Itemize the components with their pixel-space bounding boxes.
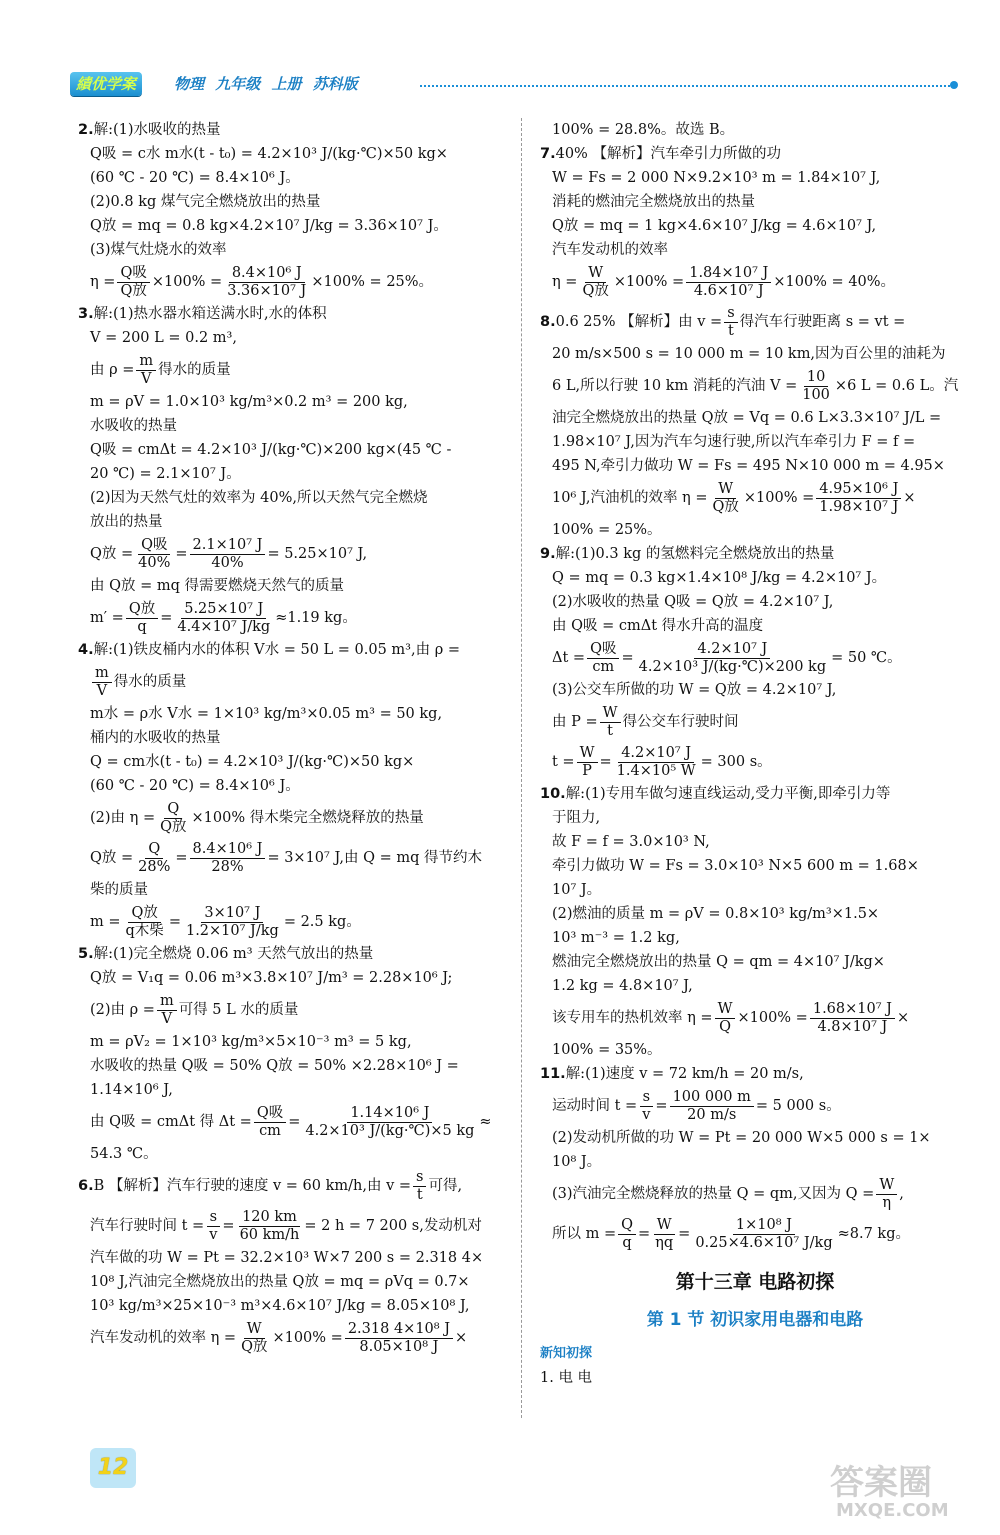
eq-text: ×100% = bbox=[737, 1010, 808, 1026]
q5-line bbox=[78, 942, 508, 966]
fraction bbox=[302, 1105, 477, 1140]
fraction bbox=[254, 1105, 286, 1140]
q6-equation bbox=[78, 1206, 508, 1246]
eq-text: t = bbox=[552, 754, 575, 770]
q7-equation bbox=[540, 262, 970, 302]
numerator: s bbox=[724, 305, 737, 323]
denominator: 40% bbox=[211, 554, 244, 571]
q5-text: 解:(1)完全燃烧 0.06 m³ 天然气放出的热量 bbox=[93, 946, 374, 962]
denominator: V bbox=[161, 1010, 173, 1027]
fraction bbox=[413, 1169, 426, 1204]
numerator: 120 km bbox=[239, 1209, 300, 1227]
numerator: W bbox=[600, 705, 621, 723]
eq-text: = 2 h = 7 200 s,发动机对 bbox=[304, 1218, 482, 1234]
numerator: 2.1×10⁷ J bbox=[190, 537, 266, 555]
q8-line: 20 m/s×500 s = 10 000 m = 10 km,因为百公里的油耗为 bbox=[552, 346, 946, 362]
denominator: q bbox=[622, 1234, 632, 1251]
eq-text: × bbox=[903, 490, 916, 506]
eq-text: ×100% = 40%。 bbox=[773, 274, 896, 290]
chapter-title: 第十三章 电路初探 bbox=[675, 1271, 835, 1293]
eq-text: (2)由 ρ = bbox=[90, 1002, 155, 1018]
q9-line: (3)公交车所做的功 W = Q放 = 4.2×10⁷ J, bbox=[552, 682, 837, 698]
q4-equation bbox=[78, 798, 508, 838]
q4-equation bbox=[78, 662, 508, 702]
eq-text: 得水的质量 bbox=[113, 674, 187, 690]
denominator: 8.05×10⁸ J bbox=[359, 1338, 439, 1355]
eq-text: ×100% = bbox=[151, 274, 223, 290]
q5-line: Q放 = V₁q = 0.06 m³×3.8×10⁷ J/m³ = 2.28×10⁶ J; bbox=[90, 970, 453, 986]
numerator: 4.95×10⁶ J bbox=[816, 481, 901, 499]
q9-text: 解:(1)0.3 kg 的氢燃料完全燃烧放出的热量 bbox=[555, 546, 835, 562]
q9-equation bbox=[540, 638, 970, 678]
fraction bbox=[92, 665, 112, 700]
numerator: 1×10⁸ J bbox=[733, 1217, 795, 1235]
q9-line: 由 Q吸 = cmΔt 得水升高的温度 bbox=[552, 618, 764, 634]
denominator: 20 m/s bbox=[687, 1106, 737, 1123]
eq-text: = bbox=[655, 1098, 668, 1114]
q2-number: 2. bbox=[78, 122, 94, 138]
q8-line: 油完全燃烧放出的热量 Q放 = Vq = 0.6 L×3.3×10⁷ J/L = bbox=[552, 410, 942, 426]
denominator: q bbox=[137, 618, 147, 635]
q3-equation bbox=[78, 598, 508, 638]
q3-number: 3. bbox=[78, 306, 94, 322]
fraction bbox=[579, 265, 611, 300]
denominator: 1.4×10⁵ W bbox=[616, 762, 696, 779]
fraction bbox=[123, 905, 167, 940]
eq-text: 得汽车行驶距离 s = vt = bbox=[739, 314, 906, 330]
q4-line: 桶内的水吸收的热量 bbox=[90, 730, 221, 746]
eq-text: = bbox=[638, 1226, 651, 1242]
q9-line: Q = mq = 0.3 kg×1.4×10⁸ J/kg = 4.2×10⁷ J。 bbox=[552, 570, 887, 586]
eq-text: m′ = bbox=[90, 610, 124, 626]
q2-line: (2)0.8 kg 煤气完全燃烧放出的热量 bbox=[90, 194, 321, 210]
denominator: V bbox=[96, 682, 108, 699]
fraction bbox=[577, 745, 598, 780]
watermark: 答案圈 bbox=[830, 1463, 932, 1503]
q3-equation bbox=[78, 350, 508, 390]
fraction bbox=[174, 601, 273, 636]
q4-text: 解:(1)铁皮桶内水的体积 V水 = 50 L = 0.05 m³,由 ρ = bbox=[93, 642, 460, 658]
eq-text: = bbox=[160, 610, 173, 626]
eq-text: 可得, bbox=[428, 1178, 463, 1194]
eq-text: 6 L,所以行驶 10 km 消耗的汽油 V = bbox=[552, 378, 798, 394]
q2-line: Q吸 = c水 m水(t - t₀) = 4.2×10³ J/(kg·℃)×50 kg× bbox=[90, 146, 448, 162]
numerator: W bbox=[244, 1321, 265, 1339]
numerator: W bbox=[715, 1001, 736, 1019]
numerator: Q吸 bbox=[138, 537, 170, 555]
numerator: 8.4×10⁶ J bbox=[229, 265, 305, 283]
numerator: m bbox=[136, 353, 156, 371]
eq-text: = 2.5 kg。 bbox=[283, 914, 361, 930]
fraction bbox=[670, 1089, 754, 1124]
eq-text: = bbox=[168, 914, 181, 930]
numerator: 2.318 4×10⁸ J bbox=[345, 1321, 453, 1339]
denominator: η bbox=[882, 1194, 892, 1211]
q2-text: 解:(1)水吸收的热量 bbox=[93, 122, 221, 138]
eq-text: 得公交车行驶时间 bbox=[622, 714, 739, 730]
subsection-label: 新知初探 bbox=[540, 1346, 593, 1361]
fraction bbox=[206, 1209, 220, 1244]
q10-line: 故 F = f = 3.0×10³ N, bbox=[552, 834, 710, 850]
denominator: 100 bbox=[802, 386, 830, 403]
eq-text: = bbox=[288, 1114, 301, 1130]
q7-line: Q放 = mq = 1 kg×4.6×10⁷ J/kg = 4.6×10⁷ J, bbox=[552, 218, 877, 234]
q8-line: 495 N,牵引力做功 W = Fs = 495 N×10 000 m = 4.95× bbox=[552, 458, 945, 474]
q11-equation bbox=[540, 1086, 970, 1126]
numerator: Q bbox=[145, 841, 163, 859]
eq-text: ≈8.7 kg。 bbox=[837, 1226, 910, 1242]
eq-text: ×6 L = 0.6 L。汽 bbox=[834, 378, 959, 394]
right-column bbox=[540, 118, 970, 1390]
section-title: 第 1 节 初识家用电器和电路 bbox=[646, 1310, 864, 1330]
eq-text: 汽车行驶时间 t = bbox=[90, 1218, 205, 1234]
denominator: 60 km/h bbox=[239, 1226, 300, 1243]
fraction bbox=[639, 1089, 653, 1124]
eq-text: ×100% = bbox=[272, 1330, 343, 1346]
q2-line: Q放 = mq = 0.8 kg×4.2×10⁷ J/kg = 3.36×10⁷ J。 bbox=[90, 218, 448, 234]
fraction bbox=[799, 369, 833, 404]
q4-line: (60 ℃ - 20 ℃) = 8.4×10⁶ J。 bbox=[90, 778, 300, 794]
q8-line: 100% = 25%。 bbox=[552, 522, 662, 538]
eq-text: m = bbox=[90, 914, 121, 930]
eq-text: × bbox=[455, 1330, 468, 1346]
q2-line bbox=[78, 118, 508, 142]
column-divider bbox=[521, 118, 522, 1418]
numerator: 1.68×10⁷ J bbox=[810, 1001, 895, 1019]
denominator: Q放 bbox=[160, 818, 187, 835]
q10-line: 于阻力, bbox=[552, 810, 601, 826]
q3-line: m = ρV = 1.0×10³ kg/m³×0.2 m³ = 200 kg, bbox=[90, 394, 408, 410]
denominator: cm bbox=[592, 658, 615, 675]
numerator: 1.84×10⁷ J bbox=[686, 265, 771, 283]
watermark-url: MXQE.COM bbox=[836, 1500, 949, 1521]
eq-text: 所以 m = bbox=[552, 1226, 617, 1242]
denominator: 3.36×10⁷ J bbox=[227, 282, 307, 299]
eq-text: B 【解析】汽车行驶的速度 v = 60 km/h,由 v = bbox=[93, 1178, 412, 1194]
q11-number: 11. bbox=[540, 1066, 566, 1082]
numerator: s bbox=[640, 1089, 653, 1107]
eq-text: 10⁶ J,汽油机的效率 η = bbox=[552, 490, 708, 506]
fraction bbox=[238, 1321, 270, 1356]
eq-text: = bbox=[175, 546, 188, 562]
denominator: cm bbox=[259, 1122, 281, 1139]
q7-text: 40% 【解析】汽车牵引力所做的功 bbox=[555, 146, 781, 162]
fraction bbox=[136, 353, 156, 388]
q8-equation bbox=[540, 302, 970, 342]
q7-line: 消耗的燃油完全燃烧放出的热量 bbox=[552, 194, 755, 210]
numerator: Q吸 bbox=[587, 641, 619, 659]
denominator: 4.8×10⁷ J bbox=[817, 1018, 888, 1035]
q9-line: (2)水吸收的热量 Q吸 = Q放 = 4.2×10⁷ J, bbox=[552, 594, 834, 610]
eq-text: = 5 000 s。 bbox=[755, 1098, 841, 1114]
numerator: 4.2×10⁷ J bbox=[694, 641, 770, 659]
q2-line: (3)煤气灶烧水的效率 bbox=[90, 242, 227, 258]
left-column bbox=[78, 118, 508, 1358]
denominator: Q放 bbox=[120, 282, 147, 299]
numerator: W bbox=[654, 1217, 675, 1235]
q10-number: 10. bbox=[540, 786, 566, 802]
q11-equation bbox=[540, 1214, 970, 1254]
numerator: W bbox=[715, 481, 736, 499]
numerator: 10 bbox=[804, 369, 828, 387]
numerator: 100 000 m bbox=[670, 1089, 754, 1107]
q4-line: 柴的质量 bbox=[90, 882, 148, 898]
q10-text: 解:(1)专用车做匀速直线运动,受力平衡,即牵引力等 bbox=[565, 786, 891, 802]
q9-number: 9. bbox=[540, 546, 556, 562]
fraction bbox=[614, 745, 699, 780]
fraction bbox=[135, 537, 173, 572]
eq-text: = bbox=[599, 754, 612, 770]
eq-text: Δt = bbox=[552, 650, 586, 666]
fraction bbox=[692, 1217, 835, 1252]
eq-text: ≈ bbox=[479, 1114, 492, 1130]
eq-text: η = bbox=[90, 274, 116, 290]
q5-number: 5. bbox=[78, 946, 94, 962]
numerator: 3×10⁷ J bbox=[201, 905, 263, 923]
q3-line: (2)因为天然气灶的效率为 40%,所以天然气完全燃烧 bbox=[90, 490, 428, 506]
denominator: Q放 bbox=[582, 282, 609, 299]
eq-text: (2)由 η = bbox=[90, 810, 156, 826]
q11-equation bbox=[540, 1174, 970, 1214]
q11-text: 解:(1)速度 v = 72 km/h = 20 m/s, bbox=[565, 1066, 804, 1082]
fraction bbox=[652, 1217, 676, 1252]
q3-line: 20 ℃) = 2.1×10⁷ J。 bbox=[90, 466, 241, 482]
q4-line bbox=[78, 638, 508, 662]
eq-text: ×100% = bbox=[743, 490, 815, 506]
eq-text: 由 Q吸 = cmΔt 得 Δt = bbox=[90, 1114, 252, 1130]
q5-line: 1.14×10⁶ J, bbox=[90, 1082, 173, 1098]
q10-equation bbox=[540, 998, 970, 1038]
fraction bbox=[183, 905, 282, 940]
denominator: 40% bbox=[138, 554, 171, 571]
q8-equation bbox=[540, 478, 970, 518]
fraction bbox=[600, 705, 621, 740]
q6-line: 汽车做的功 W = Pt = 32.2×10³ W×7 200 s = 2.318 4× bbox=[90, 1250, 484, 1266]
eq-text: ×100% = bbox=[613, 274, 685, 290]
q6-continued: 100% = 28.8%。故选 B。 bbox=[552, 122, 735, 138]
fraction bbox=[224, 265, 309, 300]
eq-text: = 50 ℃。 bbox=[831, 650, 902, 666]
numerator: s bbox=[413, 1169, 426, 1187]
fraction bbox=[876, 1177, 897, 1212]
denominator: 4.2×10³ J/(kg·℃)×200 kg bbox=[638, 658, 827, 675]
q8-equation bbox=[540, 366, 970, 406]
eq-text: 0.6 25% 【解析】由 v = bbox=[555, 314, 723, 330]
eq-text: η = bbox=[552, 274, 578, 290]
fraction bbox=[126, 601, 158, 636]
q7-line: 汽车发动机的效率 bbox=[552, 242, 668, 258]
denominator: 28% bbox=[138, 858, 171, 875]
denominator: v bbox=[209, 1226, 218, 1243]
q4-line: Q = cm水(t - t₀) = 4.2×10³ J/(kg·℃)×50 kg× bbox=[90, 754, 415, 770]
fraction bbox=[636, 641, 830, 676]
brand-logo: 績优学案 bbox=[70, 72, 142, 96]
q3-line: 水吸收的热量 bbox=[90, 418, 177, 434]
q2-line: (60 ℃ - 20 ℃) = 8.4×10⁶ J。 bbox=[90, 170, 300, 186]
q4-equation bbox=[78, 902, 508, 942]
q11-line: (2)发动机所做的功 W = Pt = 20 000 W×5 000 s = 1× bbox=[552, 1130, 931, 1146]
q10-line: 100% = 35%。 bbox=[552, 1042, 662, 1058]
q4-number: 4. bbox=[78, 642, 94, 658]
eq-text: Q放 = bbox=[90, 546, 134, 562]
answer-line: 1. 电 电 bbox=[540, 1370, 593, 1386]
eq-text: = 5.25×10⁷ J, bbox=[267, 546, 368, 562]
page-number: 12 bbox=[90, 1448, 136, 1488]
header-dotted-rule bbox=[420, 85, 950, 87]
eq-text: × bbox=[896, 1010, 910, 1026]
book-subject: 物理 九年级 上册 苏科版 bbox=[174, 75, 358, 93]
fraction bbox=[686, 265, 771, 300]
fraction bbox=[157, 993, 177, 1028]
q10-line: 10⁷ J。 bbox=[552, 882, 602, 898]
q5-line: m = ρV₂ = 1×10³ kg/m³×5×10⁻³ m³ = 5 kg, bbox=[90, 1034, 412, 1050]
eq-text: 该专用车的热机效率 η = bbox=[552, 1010, 713, 1026]
numerator: W bbox=[585, 265, 606, 283]
denominator: v bbox=[642, 1106, 651, 1123]
eq-text: = 300 s。 bbox=[700, 754, 772, 770]
eq-text: = 3×10⁷ J,由 Q = mq 得节约木 bbox=[267, 850, 483, 866]
numerator: m bbox=[157, 993, 177, 1011]
eq-text: 可得 5 L 水的质量 bbox=[178, 1002, 299, 1018]
denominator: t bbox=[416, 1186, 423, 1203]
q10-line: 牵引力做功 W = Fs = 3.0×10³ N×5 600 m = 1.68× bbox=[552, 858, 919, 874]
q10-line: (2)燃油的质量 m = ρV = 0.8×10³ kg/m³×1.5× bbox=[552, 906, 880, 922]
fraction bbox=[135, 841, 173, 876]
q3-line: 由 Q放 = mq 得需要燃烧天然气的质量 bbox=[90, 578, 345, 594]
denominator: V bbox=[141, 370, 152, 387]
q10-line: 10³ m⁻³ = 1.2 kg, bbox=[552, 930, 680, 946]
fraction bbox=[345, 1321, 453, 1356]
fraction bbox=[190, 841, 266, 876]
fraction bbox=[190, 537, 266, 572]
numerator: Q吸 bbox=[117, 265, 149, 283]
denominator: Q bbox=[719, 1018, 731, 1035]
fraction bbox=[816, 481, 901, 516]
numerator: m bbox=[92, 665, 112, 683]
q5-line: 54.3 ℃。 bbox=[90, 1146, 158, 1162]
eq-text: = bbox=[678, 1226, 691, 1242]
fraction bbox=[618, 1217, 636, 1252]
denominator: ηq bbox=[655, 1234, 674, 1251]
q4-line: m水 = ρ水 V水 = 1×10³ kg/m³×0.05 m³ = 50 kg, bbox=[90, 706, 443, 722]
q4-equation bbox=[78, 838, 508, 878]
eq-text: ×100% = 25%。 bbox=[311, 274, 434, 290]
q7-line bbox=[540, 142, 970, 166]
q7-number: 7. bbox=[540, 146, 556, 162]
q5-equation bbox=[78, 990, 508, 1030]
denominator: P bbox=[582, 762, 592, 779]
q5-equation bbox=[78, 1102, 508, 1142]
denominator: t bbox=[728, 322, 734, 339]
q9-equation bbox=[540, 742, 970, 782]
q8-line: 1.98×10⁷ J,因为汽车匀速行驶,所以汽车牵引力 F = f = bbox=[552, 434, 916, 450]
eq-text: 汽车发动机的效率 η = bbox=[90, 1330, 237, 1346]
q10-line: 燃油完全燃烧放出的热量 Q = qm = 4×10⁷ J/kg× bbox=[552, 954, 885, 970]
q6-line: 10³ kg/m³×25×10⁻³ m³×4.6×10⁷ J/kg = 8.05×10⁸ J, bbox=[90, 1298, 470, 1314]
denominator: Q放 bbox=[712, 498, 739, 515]
eq-text: 由 ρ = bbox=[90, 362, 135, 378]
q6-line: 10⁸ J,汽油完全燃烧放出的热量 Q放 = mq = ρVq = 0.7× bbox=[90, 1274, 470, 1290]
denominator: Q放 bbox=[241, 1338, 268, 1355]
denominator: 4.2×10³ J/(kg·℃)×5 kg bbox=[305, 1122, 475, 1139]
eq-text: = bbox=[621, 650, 634, 666]
denominator: 4.6×10⁷ J bbox=[693, 282, 764, 299]
denominator: 4.4×10⁷ J/kg bbox=[177, 618, 271, 635]
q3-line bbox=[78, 302, 508, 326]
q9-equation bbox=[540, 702, 970, 742]
fraction bbox=[117, 265, 149, 300]
q5-line: 水吸收的热量 Q吸 = 50% Q放 = 50% ×2.28×10⁶ J = bbox=[90, 1058, 459, 1074]
eq-text: 由 P = bbox=[552, 714, 598, 730]
q3-text: 解:(1)热水器水箱送满水时,水的体积 bbox=[93, 306, 327, 322]
numerator: 8.4×10⁶ J bbox=[190, 841, 266, 859]
numerator: s bbox=[207, 1209, 220, 1227]
eq-text: (3)汽油完全燃烧释放的热量 Q = qm,又因为 Q = bbox=[552, 1186, 875, 1202]
eq-text: Q放 = bbox=[90, 850, 134, 866]
eq-text: ≈1.19 kg。 bbox=[275, 610, 357, 626]
q11-line bbox=[540, 1062, 970, 1086]
numerator: 1.14×10⁶ J bbox=[347, 1105, 432, 1123]
fraction bbox=[237, 1209, 303, 1244]
denominator: 1.98×10⁷ J bbox=[819, 498, 899, 515]
q6-number: 6. bbox=[78, 1178, 94, 1194]
q6-equation bbox=[78, 1166, 508, 1206]
fraction bbox=[724, 305, 737, 340]
numerator: Q吸 bbox=[254, 1105, 286, 1123]
q10-line: 1.2 kg = 4.8×10⁷ J, bbox=[552, 978, 693, 994]
numerator: Q放 bbox=[126, 601, 158, 619]
q7-line: W = Fs = 2 000 N×9.2×10³ m = 1.84×10⁷ J, bbox=[552, 170, 881, 186]
numerator: W bbox=[876, 1177, 897, 1195]
page-header bbox=[70, 72, 960, 100]
q10-line bbox=[540, 782, 970, 806]
fraction bbox=[710, 481, 742, 516]
denominator: 1.2×10⁷ J/kg bbox=[185, 922, 279, 939]
eq-text: , bbox=[899, 1186, 904, 1202]
numerator: 5.25×10⁷ J bbox=[181, 601, 266, 619]
numerator: 4.2×10⁷ J bbox=[618, 745, 694, 763]
fraction bbox=[157, 801, 189, 836]
denominator: 28% bbox=[211, 858, 244, 875]
q9-line bbox=[540, 542, 970, 566]
fraction bbox=[810, 1001, 895, 1036]
q2-equation bbox=[78, 262, 508, 302]
numerator: Q bbox=[164, 801, 182, 819]
fraction bbox=[587, 641, 619, 676]
q3-line: V = 200 L = 0.2 m³, bbox=[90, 330, 237, 346]
numerator: W bbox=[577, 745, 598, 763]
eq-text: = bbox=[222, 1218, 235, 1234]
eq-text: ×100% 得木柴完全燃烧释放的热量 bbox=[191, 810, 424, 826]
eq-text: 运动时间 t = bbox=[552, 1098, 638, 1114]
numerator: Q bbox=[618, 1217, 636, 1235]
q6-equation bbox=[78, 1318, 508, 1358]
denominator: t bbox=[607, 722, 613, 739]
numerator: Q放 bbox=[128, 905, 160, 923]
q3-line: 放出的热量 bbox=[90, 514, 163, 530]
eq-text: = bbox=[175, 850, 188, 866]
denominator: 0.25×4.6×10⁷ J/kg bbox=[695, 1234, 833, 1251]
header-dot bbox=[950, 81, 958, 89]
q3-line: Q吸 = cmΔt = 4.2×10³ J/(kg·℃)×200 kg×(45 ℃ - bbox=[90, 442, 452, 458]
fraction bbox=[715, 1001, 736, 1036]
denominator: q木柴 bbox=[125, 922, 164, 939]
q3-equation bbox=[78, 534, 508, 574]
q11-line: 10⁸ J。 bbox=[552, 1154, 602, 1170]
eq-text: 得水的质量 bbox=[158, 362, 231, 378]
q8-number: 8. bbox=[540, 314, 556, 330]
